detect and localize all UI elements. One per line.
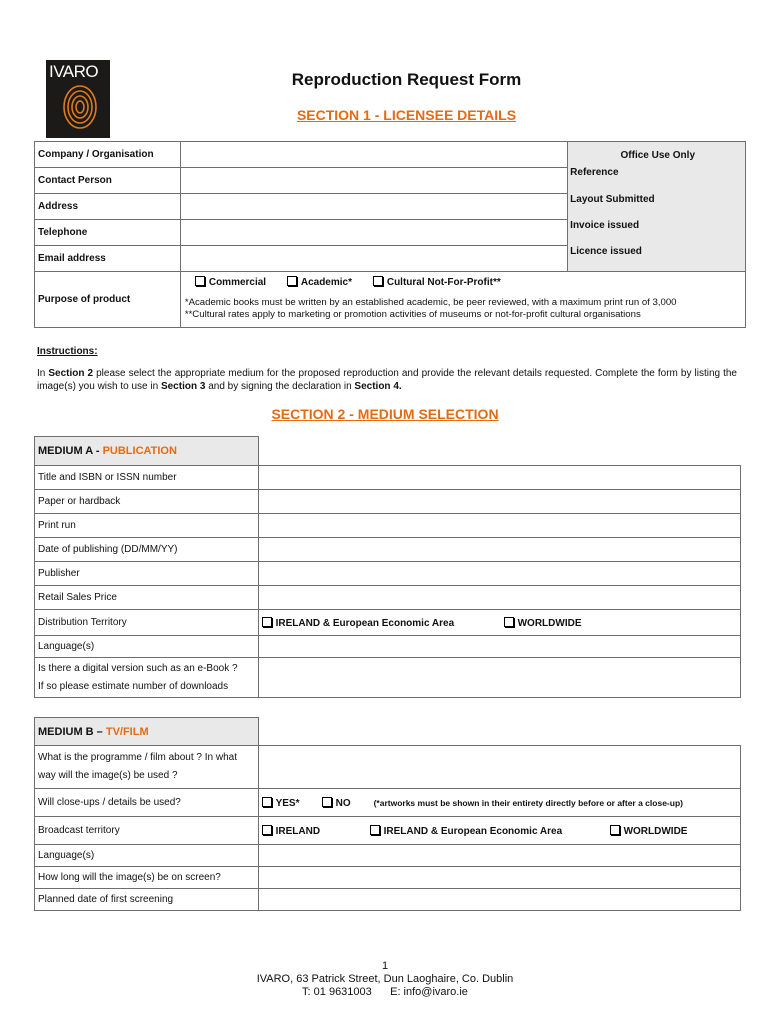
language-b-label: Language(s) [35,845,259,867]
ireland-eea-checkbox[interactable]: IRELAND & European Economic Area [262,617,504,629]
checkbox-icon [262,825,272,835]
office-invoice: Invoice issued [570,220,640,231]
distribution-label: Distribution Territory [35,610,259,636]
print-run-input[interactable] [258,514,740,538]
no-checkbox[interactable]: NO [322,797,374,809]
email-input[interactable] [180,246,567,272]
academic-note: *Academic books must be written by an established academic, be peer reviewed, with a maximum print run of 3,000 [184,297,677,308]
section2-heading: SECTION 2 - MEDIUM SELECTION [271,406,499,422]
retail-price-label: Retail Sales Price [35,586,259,610]
retail-price-input[interactable] [258,586,740,610]
company-label: Company / Organisation [35,142,181,168]
academic-checkbox[interactable]: Academic* [287,276,373,288]
form-title: Reproduction Request Form [291,70,522,89]
first-screening-label: Planned date of first screening [35,889,259,911]
telephone-input[interactable] [180,220,567,246]
digital-version-input[interactable] [258,658,740,698]
broadcast-label: Broadcast territory [35,817,259,845]
checkbox-icon [262,617,272,627]
first-screening-input[interactable] [258,889,740,911]
publishing-date-input[interactable] [258,538,740,562]
closeups-options [258,789,740,817]
checkbox-icon [262,797,272,807]
publishing-date-label: Date of publishing (DD/MM/YY) [35,538,259,562]
company-input[interactable] [180,142,567,168]
language-b-input[interactable] [258,845,740,867]
logo-text: IVARO [49,62,99,81]
title-isbn-label: Title and ISBN or ISSN number [35,466,259,490]
checkbox-icon [195,276,205,286]
medium-b-header: MEDIUM B – TV/FILM [35,718,259,746]
instructions-text: In Section 2 please select the appropriate medium for the proposed reproduction and provide the relevant details requested. Complete the form by listing the image(s) you wish to use in Section 3 and by signing the declaration in Section 4. [37,368,737,392]
contact-input[interactable] [180,168,567,194]
checkbox-icon [370,825,380,835]
cultural-checkbox[interactable]: Cultural Not-For-Profit** [373,277,501,288]
checkbox-icon [287,276,297,286]
language-a-label: Language(s) [35,636,259,658]
email-label: Email address [35,246,181,272]
closeups-label: Will close-ups / details be used? [35,789,259,817]
medium-b-table [34,717,741,911]
office-layout: Layout Submitted [570,194,655,205]
publisher-input[interactable] [258,562,740,586]
footer-address: IVARO, 63 Patrick Street, Dun Laoghaire, Co. Dublin [256,973,514,985]
contact-label: Contact Person [35,168,181,194]
broadcast-worldwide-checkbox[interactable]: WORLDWIDE [610,826,688,837]
footer-contact: T: 01 9631003 E: info@ivaro.ie [302,986,468,998]
telephone-label: Telephone [35,220,181,246]
distribution-options [258,610,740,636]
programme-about-label: What is the programme / film about ? In what way will the image(s) be used ? [35,746,259,789]
licensee-details-table [34,141,746,328]
office-licence: Licence issued [570,246,642,257]
programme-about-input[interactable] [258,746,740,789]
screen-time-input[interactable] [258,867,740,889]
screen-time-label: How long will the image(s) be on screen? [35,867,259,889]
yes-checkbox[interactable]: YES* [262,797,322,809]
medium-a-table [34,436,741,698]
checkbox-icon [504,617,514,627]
checkbox-icon [610,825,620,835]
purpose-label: Purpose of product [35,272,181,328]
publisher-label: Publisher [35,562,259,586]
office-use-title: Office Use Only [620,150,695,161]
broadcast-ireland-checkbox[interactable]: IRELAND [262,825,370,837]
paper-hardback-label: Paper or hardback [35,490,259,514]
language-a-input[interactable] [258,636,740,658]
digital-version-label: Is there a digital version such as an e-Book ? If so please estimate number of downloads [35,658,259,698]
purpose-cell [180,272,745,328]
medium-a-header: MEDIUM A - PUBLICATION [35,437,259,466]
broadcast-options [258,817,740,845]
paper-hardback-input[interactable] [258,490,740,514]
section1-heading: SECTION 1 - LICENSEE DETAILS [296,107,517,123]
checkbox-icon [322,797,332,807]
title-isbn-input[interactable] [258,466,740,490]
closeup-note: (*artworks must be shown in their entirety directly before or after a close-up) [373,797,683,808]
print-run-label: Print run [35,514,259,538]
office-use-panel [568,142,746,272]
office-reference: Reference [570,167,619,178]
broadcast-eea-checkbox[interactable]: IRELAND & European Economic Area [370,825,610,837]
address-input[interactable] [180,194,567,220]
page-number: 1 [381,960,389,972]
checkbox-icon [373,276,383,286]
instructions-heading: Instructions: [37,346,98,357]
worldwide-checkbox[interactable]: WORLDWIDE [504,618,582,629]
commercial-checkbox[interactable]: Commercial [195,276,287,288]
cultural-note: **Cultural rates apply to marketing or promotion activities of museums or not-for-profit cultural organisations [184,309,641,320]
address-label: Address [35,194,181,220]
